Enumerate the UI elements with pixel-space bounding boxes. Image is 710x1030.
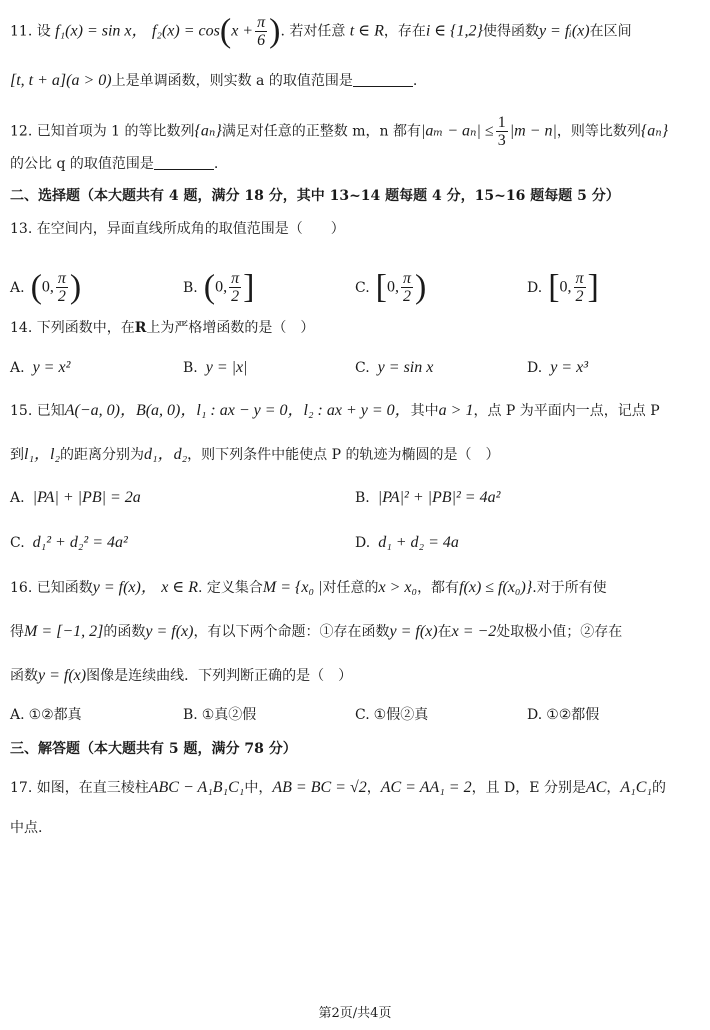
q15-option-a [10, 488, 141, 508]
option-label: B. [355, 490, 370, 506]
page-footer: 第2页/共4页 [318, 1006, 392, 1021]
option-body: 0, [387, 278, 399, 296]
option-fraction: $\frac{\pi}{2}$ [231, 270, 240, 305]
option-label: C. [355, 360, 370, 376]
option-label: B. [183, 279, 198, 296]
option-label: A. [10, 279, 25, 296]
q13-option-d [527, 270, 599, 305]
q11-line2: [t, t + a](a > 0)上是单调函数，则实数 a 的取值范围是 . [10, 72, 418, 89]
option-label: D. [355, 535, 371, 551]
q16-line1: 16. 已知函数y = f(x)， x ∈ R. 定义集合M = {x₀ |对任意的x > x₀，都有f(x) ≤ f(x₀)}.对于所有使 [10, 579, 607, 596]
option-text: ①假②真 [373, 707, 429, 723]
option-label: A. [10, 360, 25, 376]
option-body: 0, [215, 278, 228, 296]
q12-line2: 的公比 q 的取值范围是 . [10, 156, 219, 172]
option-label: C. [355, 707, 370, 723]
section2-heading: 二、选择题（本大题共有 4 题，满分 18 分，其中 13~14 题每题 4 分，15~16 题每题 5 分） [10, 188, 620, 204]
option-label: D. [527, 360, 543, 376]
bracket: ] [243, 268, 255, 306]
option-fraction: $\frac{\pi}{2}$ [403, 270, 412, 305]
option-expr: d₁² + d₂² = 4a² [32, 534, 128, 551]
option-expr: |PA|² + |PB|² = 4a² [377, 489, 501, 506]
option-label: D. [527, 279, 543, 296]
section3-heading: 三、解答题（本大题共有 5 题，满分 78 分） [10, 741, 297, 757]
q15-line1: 15. 已知A(−a, 0)，B(a, 0)，l₁ : ax − y = 0，l₂ : ax + y = 0，其中a > 1，点 P 为平面内一点，记点 P [10, 402, 660, 419]
bracket: ) [69, 268, 82, 306]
q12-fraction: $\frac{1}{3}$ [497, 114, 506, 149]
answer-blank [154, 155, 214, 170]
q17-line1: 17. 如图，在直三棱柱ABC − A₁B₁C₁中，AB = BC = √2，AC = AA₁ = 2，且 D，E 分别是AC，A₁C₁的 [10, 779, 666, 796]
option-label: B. [183, 360, 198, 376]
q16-line2: 得M = [−1, 2]的函数y = f(x)，有以下两个命题：①存在函数y = f(x)在x = −2处取极小值；②存在 [10, 623, 623, 640]
q14-option-c [355, 358, 433, 378]
q14-option-d [527, 358, 588, 378]
option-expr: |PA| + |PB| = 2a [32, 489, 141, 506]
q14-option-a [10, 358, 70, 378]
option-body: 0, [41, 278, 54, 296]
q15-option-b [355, 488, 500, 508]
q15-option-c [10, 533, 128, 553]
option-label: B. [183, 707, 198, 723]
q16-line3: 函数y = f(x)图像是连续曲线．下列判断正确的是（ ） [10, 667, 353, 684]
bracket: ( [30, 268, 42, 306]
q13-stem: 13. 在空间内，异面直线所成角的取值范围是（ ） [10, 221, 345, 237]
option-body: 0, [559, 278, 572, 296]
option-label: C. [10, 535, 25, 551]
option-expr: d₁ + d₂ = 4a [378, 534, 459, 551]
q13-option-a [10, 270, 81, 305]
bracket: ] [587, 268, 599, 306]
option-fraction: $\frac{\pi}{2}$ [57, 270, 66, 305]
bracket: [ [548, 268, 560, 306]
q11-line1: 11. 设 f₁(x) = sin x， f₂(x) = cos(x + $\frac{\pi}{6}$ ). 若对任意 t ∈ R，存在i ∈ {1,2}使得函数y = fᵢ(x)在区间 [10, 12, 632, 50]
q15-option-d [355, 533, 459, 553]
q14-option-b [183, 358, 248, 378]
q11-fraction: $\frac{\pi}{6}$ [257, 14, 266, 49]
bracket: ( [203, 268, 216, 306]
answer-blank [353, 72, 413, 87]
q16-option-b [183, 705, 256, 725]
q16-option-c [355, 705, 428, 725]
option-text: ①②都真 [28, 707, 82, 723]
q14-stem: 14. 下列函数中，在R上为严格增函数的是（ ） [10, 320, 315, 336]
q13-option-c [355, 270, 426, 305]
option-expr: y = x² [32, 359, 71, 376]
option-label: A. [10, 490, 25, 506]
q12-line1: 12. 已知首项为 1 的等比数列{aₙ}满足对任意的正整数 m，n 都有|aₘ − aₙ| ≤ $\frac{1}{3}$ |m − n|，则等比数列{aₙ} [10, 114, 669, 149]
q16-option-a [10, 705, 82, 725]
option-label: A. [10, 707, 25, 723]
option-expr: y = |x| [205, 359, 248, 376]
option-fraction: $\frac{\pi}{2}$ [575, 270, 584, 305]
bracket: ) [415, 268, 427, 306]
option-label: C. [355, 279, 370, 296]
option-text: ①真②假 [201, 707, 257, 723]
option-label: D. [527, 707, 543, 723]
q13-option-b [183, 270, 254, 305]
q15-line2: 到l₁，l₂的距离分别为d₁，d₂，则下列条件中能使点 P 的轨迹为椭圆的是（ ） [10, 446, 500, 463]
option-expr: y = sin x [377, 359, 434, 376]
option-text: ①②都假 [546, 707, 600, 723]
q16-option-d [527, 705, 599, 725]
bracket: [ [375, 268, 387, 306]
q17-line2: 中点. [10, 820, 43, 836]
option-expr: y = x³ [550, 359, 588, 376]
